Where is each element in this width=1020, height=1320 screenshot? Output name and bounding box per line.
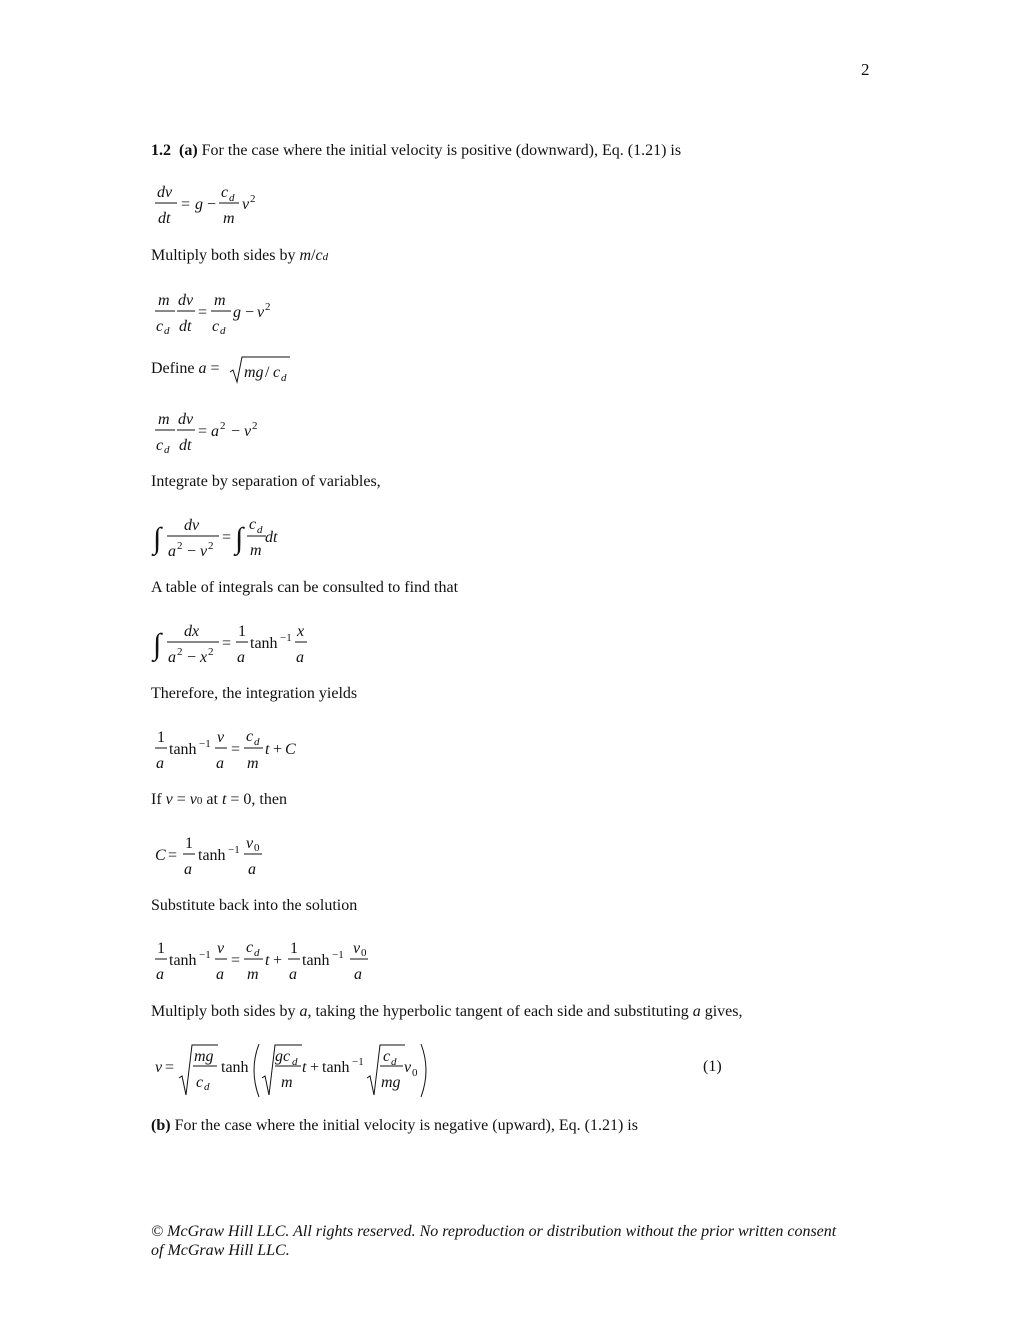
- svg-text:v: v: [242, 196, 250, 213]
- if-subscript-0: 0: [196, 795, 203, 807]
- svg-text:t: t: [265, 741, 270, 758]
- svg-text:∫: ∫: [153, 522, 162, 555]
- svg-text:1: 1: [185, 835, 193, 852]
- svg-text:−: −: [245, 304, 255, 321]
- svg-text:a: a: [216, 966, 224, 983]
- equation-substituted: [151, 935, 391, 985]
- svg-text:dt: dt: [179, 437, 192, 454]
- svg-text:a: a: [237, 649, 245, 666]
- page-number: 2: [861, 60, 870, 79]
- part-a-label: (a): [179, 142, 198, 159]
- svg-text:−1: −1: [199, 949, 211, 961]
- svg-text:=: =: [168, 847, 178, 864]
- multiply-m: m: [299, 247, 312, 264]
- svg-text:v: v: [200, 543, 208, 560]
- svg-text:a: a: [296, 649, 304, 666]
- svg-text:tanh: tanh: [221, 1059, 249, 1076]
- if-rest: = 0, then: [226, 791, 287, 808]
- svg-text:a: a: [156, 755, 164, 772]
- svg-text:tanh: tanh: [169, 741, 197, 758]
- svg-text:0: 0: [254, 842, 260, 854]
- svg-text:tanh: tanh: [169, 952, 197, 969]
- therefore-text: Therefore, the integration yields: [151, 685, 358, 702]
- svg-text:2: 2: [265, 301, 271, 313]
- svg-text:d: d: [164, 325, 170, 337]
- svg-text:2: 2: [220, 420, 226, 432]
- svg-text:=: =: [222, 635, 232, 652]
- final-part-3: gives,: [700, 1003, 743, 1020]
- svg-text:a: a: [211, 423, 219, 440]
- svg-text:v: v: [257, 304, 265, 321]
- svg-text:−1: −1: [280, 632, 292, 644]
- copyright-footer: [151, 1222, 836, 1260]
- final-part-1: Multiply both sides by: [151, 1003, 300, 1020]
- svg-text:2: 2: [208, 646, 214, 658]
- svg-text:dt: dt: [179, 318, 192, 335]
- svg-text:−1: −1: [352, 1056, 364, 1068]
- part-b-text: For the case where the initial velocity is negative (upward), Eq. (1.21) is: [174, 1117, 638, 1134]
- svg-text:dx: dx: [184, 623, 200, 640]
- svg-text:2: 2: [252, 420, 258, 432]
- svg-text:−1: −1: [228, 844, 240, 856]
- svg-text:−: −: [231, 423, 241, 440]
- svg-text:v: v: [404, 1059, 412, 1076]
- svg-text:m: m: [250, 542, 262, 559]
- svg-text:−: −: [187, 543, 197, 560]
- svg-text:1: 1: [157, 940, 165, 957]
- svg-text:mg: mg: [244, 364, 264, 381]
- svg-text:c: c: [196, 1074, 204, 1091]
- svg-text:C: C: [285, 741, 296, 758]
- svg-text:tanh: tanh: [198, 847, 226, 864]
- svg-text:c: c: [273, 364, 281, 381]
- multiply-text: [151, 246, 328, 267]
- svg-text:0: 0: [412, 1067, 418, 1079]
- svg-text:1: 1: [290, 940, 298, 957]
- if-v0: v: [189, 791, 197, 808]
- svg-text:tanh: tanh: [322, 1059, 350, 1076]
- svg-text:dt: dt: [158, 210, 171, 227]
- svg-text:=: =: [198, 304, 208, 321]
- svg-text:1: 1: [157, 729, 165, 746]
- svg-text:t: t: [265, 952, 270, 969]
- svg-text:+: +: [273, 952, 283, 969]
- svg-text:+: +: [310, 1059, 320, 1076]
- final-part-2: , taking the hyperbolic tangent of each side and substituting: [307, 1003, 693, 1020]
- svg-text:d: d: [391, 1056, 397, 1068]
- equation-drag-ode: [151, 180, 291, 230]
- svg-text:tanh: tanh: [302, 952, 330, 969]
- svg-text:v: v: [155, 1059, 163, 1076]
- svg-text:+: +: [273, 741, 283, 758]
- if-t: t: [221, 791, 227, 808]
- svg-text:d: d: [254, 736, 260, 748]
- svg-text:=: =: [231, 952, 241, 969]
- equation-table-integral: [151, 618, 331, 668]
- svg-text:a: a: [216, 755, 224, 772]
- svg-text:2: 2: [208, 540, 214, 552]
- svg-text:tanh: tanh: [250, 635, 278, 652]
- svg-text:=: =: [231, 741, 241, 758]
- svg-text:v: v: [353, 940, 361, 957]
- define-prefix: Define: [151, 360, 199, 377]
- equation-integrated: [151, 724, 331, 774]
- svg-text:d: d: [220, 325, 226, 337]
- svg-text:∫: ∫: [153, 628, 162, 661]
- svg-text:=: =: [222, 529, 232, 546]
- svg-text:t: t: [302, 1059, 307, 1076]
- svg-text:c: c: [156, 437, 164, 454]
- svg-text:/: /: [265, 364, 270, 381]
- svg-text:m: m: [158, 292, 170, 309]
- equation-a-form: [151, 407, 311, 457]
- part-a-text: For the case where the initial velocity is positive (downward), Eq. (1.21) is: [201, 142, 682, 159]
- svg-text:dv: dv: [157, 184, 173, 201]
- define-a: a: [198, 360, 207, 377]
- final-a-2: a: [692, 1003, 701, 1020]
- multiply-c: c: [315, 247, 323, 264]
- svg-text:a: a: [184, 861, 192, 878]
- footer-line-2: of McGraw Hill LLC.: [151, 1242, 290, 1259]
- svg-text:m: m: [281, 1074, 293, 1091]
- svg-text:mg: mg: [381, 1074, 401, 1091]
- svg-text:c: c: [221, 184, 229, 201]
- if-v: v: [165, 791, 173, 808]
- multiply-slash: /: [311, 247, 316, 264]
- svg-text:∫: ∫: [235, 522, 244, 555]
- svg-text:c: c: [383, 1048, 391, 1065]
- svg-text:=: =: [198, 423, 208, 440]
- svg-text:c: c: [212, 318, 220, 335]
- svg-text:gc: gc: [275, 1048, 291, 1065]
- svg-text:g: g: [233, 304, 241, 321]
- multiply-prefix: Multiply both sides by: [151, 247, 300, 264]
- final-a-1: a: [299, 1003, 308, 1020]
- initial-condition-text: [151, 790, 287, 811]
- svg-text:d: d: [164, 444, 170, 456]
- svg-text:=: =: [181, 196, 191, 213]
- part-b-text-line: [151, 1116, 638, 1136]
- if-at: at: [202, 791, 222, 808]
- svg-text:v: v: [244, 423, 252, 440]
- svg-text:c: c: [249, 516, 257, 533]
- define-equals: =: [206, 360, 220, 377]
- svg-text:m: m: [247, 966, 259, 983]
- svg-text:d: d: [229, 192, 235, 204]
- svg-text:g: g: [195, 196, 203, 213]
- problem-number: 1.2: [151, 142, 171, 159]
- svg-text:m: m: [158, 411, 170, 428]
- problem-heading: [151, 141, 681, 161]
- svg-text:C: C: [155, 847, 166, 864]
- svg-text:m: m: [223, 210, 235, 227]
- svg-text:d: d: [254, 947, 260, 959]
- svg-text:c: c: [156, 318, 164, 335]
- svg-text:d: d: [292, 1056, 298, 1068]
- svg-text:1: 1: [238, 623, 246, 640]
- if-equals: =: [172, 791, 190, 808]
- svg-text:−: −: [187, 649, 197, 666]
- svg-text:x: x: [297, 623, 305, 640]
- svg-text:d: d: [281, 372, 287, 384]
- svg-text:−1: −1: [332, 949, 344, 961]
- svg-text:0: 0: [361, 947, 367, 959]
- svg-text:c: c: [246, 939, 254, 956]
- svg-text:2: 2: [177, 646, 183, 658]
- svg-text:a: a: [354, 966, 362, 983]
- svg-text:v: v: [246, 835, 254, 852]
- table-integrals-text: A table of integrals can be consulted to find that: [151, 579, 459, 596]
- footer-line-1: © McGraw Hill LLC. All rights reserved. No reproduction or distribution without the prior written consent: [151, 1223, 837, 1240]
- svg-text:a: a: [289, 966, 297, 983]
- svg-text:dv: dv: [184, 517, 200, 534]
- substitute-text: Substitute back into the solution: [151, 897, 358, 914]
- svg-text:2: 2: [250, 193, 256, 205]
- svg-text:c: c: [246, 728, 254, 745]
- final-step-text: [151, 1002, 742, 1022]
- equation-solution: [151, 1040, 451, 1100]
- integrate-text: Integrate by separation of variables,: [151, 473, 381, 490]
- define-text: [151, 359, 220, 379]
- equation-multiplied: [151, 288, 311, 338]
- svg-text:−1: −1: [199, 738, 211, 750]
- svg-text:d: d: [257, 524, 263, 536]
- svg-text:a: a: [248, 861, 256, 878]
- svg-text:−: −: [207, 196, 217, 213]
- multiply-d: d: [322, 251, 329, 263]
- equation-number: (1): [703, 1058, 722, 1075]
- svg-text:2: 2: [177, 540, 183, 552]
- svg-text:dt: dt: [265, 529, 278, 546]
- equation-define-a: [228, 354, 308, 388]
- svg-text:m: m: [214, 292, 226, 309]
- equation-separated-integral: [151, 512, 311, 562]
- svg-text:v: v: [217, 940, 225, 957]
- svg-text:mg: mg: [194, 1048, 214, 1065]
- svg-text:dv: dv: [178, 292, 194, 309]
- svg-text:a: a: [168, 649, 176, 666]
- svg-text:=: =: [165, 1059, 175, 1076]
- equation-constant-c: [151, 830, 311, 880]
- svg-text:dv: dv: [178, 411, 194, 428]
- svg-text:v: v: [217, 729, 225, 746]
- svg-text:a: a: [156, 966, 164, 983]
- svg-text:x: x: [200, 649, 208, 666]
- svg-text:m: m: [247, 755, 259, 772]
- svg-text:a: a: [168, 543, 176, 560]
- part-b-label: (b): [151, 1117, 171, 1134]
- svg-text:d: d: [204, 1081, 210, 1093]
- if-prefix: If: [151, 791, 166, 808]
